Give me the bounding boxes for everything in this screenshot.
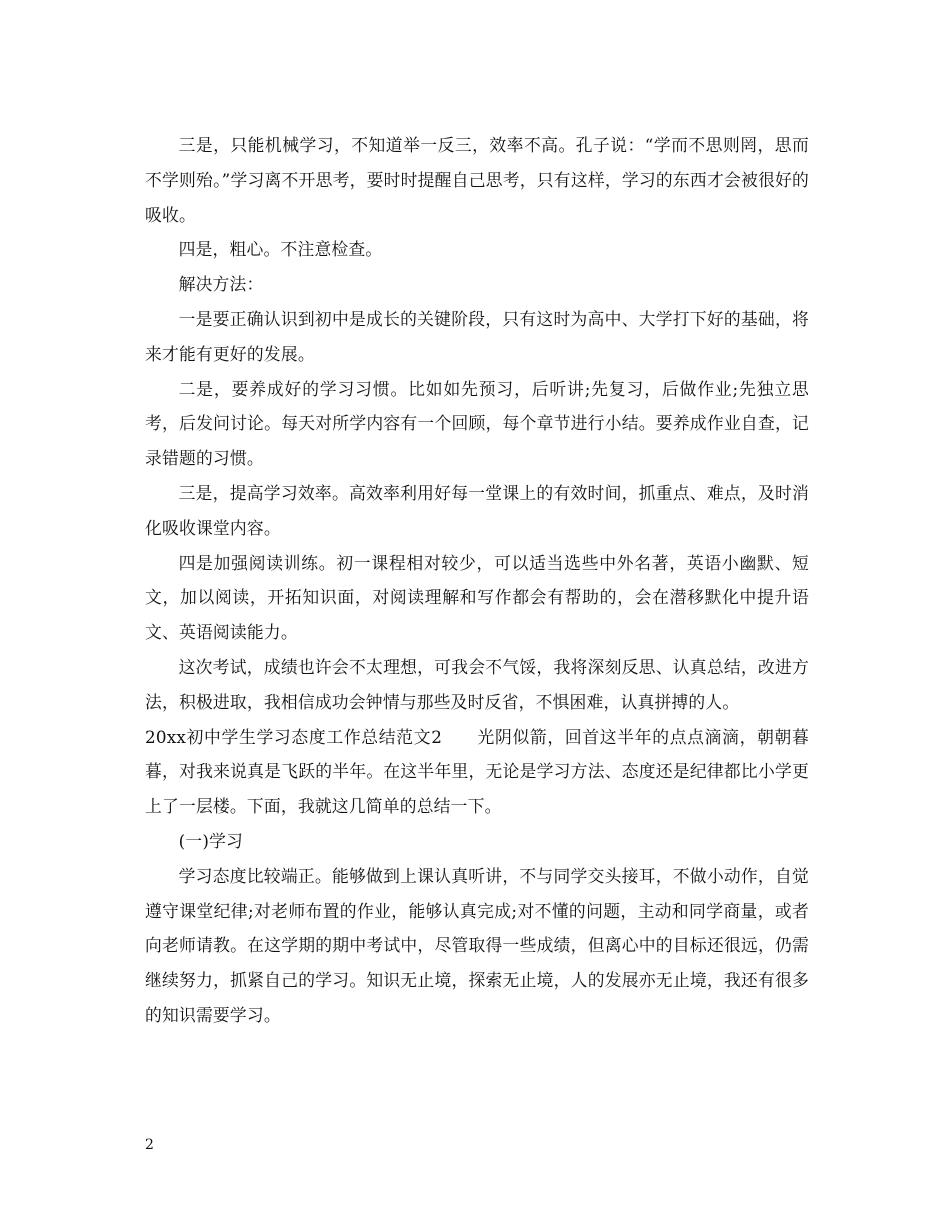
paragraph: 四是加强阅读训练。初一课程相对较少，可以适当选些中外名著，英语小幽默、短文，加以阅读，开拓知识面，对阅读理解和写作都会有帮助的，会在潜移默化中提升语文、英语阅读能力。 — [145, 552, 809, 643]
subsection-heading: (一)学习 — [178, 830, 244, 851]
paragraph: 三是，提高学习效率。高效率利用好每一堂课上的有效时间，抓重点、难点，及时消化吸收课堂内容。 — [145, 482, 809, 538]
paragraph: 四是，粗心。不注意检查。 — [178, 239, 383, 260]
page-number: 2 — [145, 1137, 154, 1153]
paragraph: 这次考试，成绩也许会不太理想，可我会不气馁，我将深刻反思、认真总结，改进方法，积极进取，我相信成功会钟情与那些及时反省，不惧困难，认真拼搏的人。 — [145, 656, 809, 712]
section-heading-paragraph: 20xx初中学生学习态度工作总结范文2 光阴似箭，回首这半年的点点滴滴，朝朝暮暮，对我来说真是飞跃的半年。在这半年里，无论是学习方法、态度还是纪律都比小学更上了一层楼。下面，我就这几简单的总结一下。 — [145, 726, 809, 817]
paragraph: 解决方法： — [178, 274, 264, 295]
document-body — [145, 128, 809, 1033]
paragraph: 三是，只能机械学习，不知道举一反三，效率不高。孔子说：“学而不思则罔，思而不学则殆。”学习离不开思考，要时时提醒自己思考，只有这样，学习的东西才会被很好的吸收。 — [145, 135, 809, 225]
paragraph: 学习态度比较端正。能够做到上课认真听讲，不与同学交头接耳，不做小动作，自觉遵守课堂纪律;对老师布置的作业，能够认真完成;对不懂的问题，主动和同学商量，或者向老师请教。在这学期的期中考试中，尽管取得一些成绩，但离心中的目标还很远，仍需继续努力，抓紧自己的学习。知识无止境，探索无止境，人的发展亦无止境，我还有很多的知识需要学习。 — [145, 865, 809, 1025]
paragraph: 一是要正确认识到初中是成长的关键阶段，只有这时为高中、大学打下好的基础，将来才能有更好的发展。 — [145, 308, 809, 364]
paragraph: 二是，要养成好的学习习惯。比如如先预习，后听讲;先复习，后做作业;先独立思考，后发问讨论。每天对所学内容有一个回顾，每个章节进行小结。要养成作业自查，记录错题的习惯。 — [145, 378, 809, 469]
